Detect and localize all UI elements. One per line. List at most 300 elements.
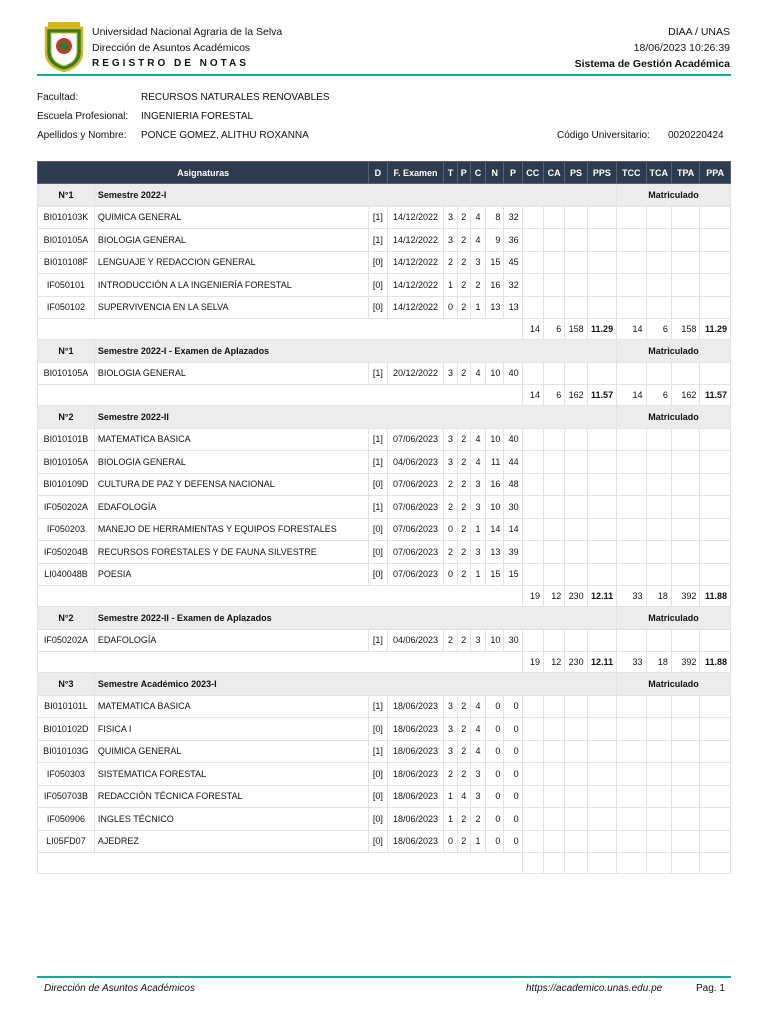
- course-code: BI010103K: [38, 206, 95, 229]
- empty-cell: [587, 496, 616, 519]
- column-header: Asignaturas: [38, 162, 369, 184]
- semester-header-row: [38, 406, 731, 429]
- summary-value: 12: [543, 652, 564, 673]
- course-code: IF050204B: [38, 541, 95, 564]
- empty-cell: [543, 296, 564, 319]
- course-grade-value: 2: [457, 629, 470, 652]
- course-grade-value: 2: [457, 206, 470, 229]
- empty-cell: [522, 740, 543, 763]
- summary-value: 14: [617, 385, 646, 406]
- course-code: BI010102D: [38, 718, 95, 741]
- course-grade-value: 3: [470, 763, 485, 786]
- course-grade-value: 0: [504, 718, 522, 741]
- summary-value: 11.57: [700, 385, 731, 406]
- empty-cell: [543, 695, 564, 718]
- course-d: [0]: [369, 563, 387, 586]
- empty-cell: [522, 695, 543, 718]
- exam-date: 14/12/2022: [387, 274, 444, 297]
- empty-cell: [587, 229, 616, 252]
- course-name: INTRODUCCIÓN A LA INGENIERÍA FORESTAL: [94, 274, 368, 297]
- empty-cell: [565, 853, 587, 874]
- column-header: P: [504, 162, 522, 184]
- course-grade-value: 2: [457, 830, 470, 853]
- course-grade-value: 48: [504, 473, 522, 496]
- empty-cell: [646, 496, 671, 519]
- course-name: INGLES TÉCNICO: [94, 808, 368, 831]
- empty-cell: [543, 496, 564, 519]
- exam-date: 07/06/2023: [387, 541, 444, 564]
- empty-cell: [543, 541, 564, 564]
- course-name: MANEJO DE HERRAMIENTAS Y EQUIPOS FORESTALES: [94, 518, 368, 541]
- course-grade-value: 0: [486, 763, 504, 786]
- empty-cell: [646, 629, 671, 652]
- course-grade-value: 2: [444, 251, 457, 274]
- course-grade-value: 2: [444, 763, 457, 786]
- empty-cell: [543, 563, 564, 586]
- course-name: SISTEMATICA FORESTAL: [94, 763, 368, 786]
- empty-cell: [671, 830, 699, 853]
- empty-cell: [522, 830, 543, 853]
- course-grade-value: 2: [444, 473, 457, 496]
- course-grade-value: 1: [444, 274, 457, 297]
- summary-row: [38, 586, 731, 607]
- empty-cell: [565, 518, 587, 541]
- empty-cell: [587, 451, 616, 474]
- course-grade-value: 0: [486, 785, 504, 808]
- empty-cell: [671, 541, 699, 564]
- course-grade-value: 4: [470, 740, 485, 763]
- empty-cell: [543, 251, 564, 274]
- empty-cell: [700, 428, 731, 451]
- empty-cell: [587, 274, 616, 297]
- course-name: QUIMICA GENERAL: [94, 206, 368, 229]
- course-d: [0]: [369, 808, 387, 831]
- enrollment-status: Matriculado: [617, 607, 731, 630]
- empty-cell: [522, 206, 543, 229]
- course-grade-value: 9: [486, 229, 504, 252]
- empty-cell: [587, 785, 616, 808]
- course-d: [0]: [369, 251, 387, 274]
- column-header: TCC: [617, 162, 646, 184]
- empty-cell: [587, 629, 616, 652]
- course-d: [0]: [369, 274, 387, 297]
- empty-cell: [617, 473, 646, 496]
- empty-cell: [587, 695, 616, 718]
- empty-cell: [522, 496, 543, 519]
- semester-title: Semestre 2022-I - Examen de Aplazados: [94, 340, 616, 363]
- course-name: REDACCIÓN TÉCNICA FORESTAL: [94, 785, 368, 808]
- empty-cell: [543, 451, 564, 474]
- course-d: [1]: [369, 496, 387, 519]
- exam-date: 14/12/2022: [387, 296, 444, 319]
- course-name: AJEDREZ: [94, 830, 368, 853]
- empty-cell: [565, 362, 587, 385]
- course-row: [38, 830, 731, 853]
- course-d: [0]: [369, 473, 387, 496]
- empty-cell: [671, 518, 699, 541]
- course-grade-value: 4: [470, 428, 485, 451]
- empty-cell: [646, 229, 671, 252]
- course-grade-value: 0: [486, 830, 504, 853]
- empty-cell: [700, 473, 731, 496]
- course-code: BI010109D: [38, 473, 95, 496]
- column-header: N: [486, 162, 504, 184]
- course-name: BIOLOGIA GENERAL: [94, 229, 368, 252]
- summary-value: 12.11: [587, 586, 616, 607]
- course-grade-value: 0: [504, 763, 522, 786]
- empty-cell: [565, 740, 587, 763]
- empty-cell: [38, 586, 523, 607]
- empty-cell: [565, 451, 587, 474]
- course-grade-value: 2: [444, 541, 457, 564]
- empty-cell: [38, 652, 523, 673]
- course-name: SUPERVIVENCIA EN LA SELVA: [94, 296, 368, 319]
- column-header: T: [444, 162, 457, 184]
- exam-date: 18/06/2023: [387, 830, 444, 853]
- course-d: [1]: [369, 629, 387, 652]
- empty-cell: [700, 718, 731, 741]
- empty-cell: [587, 518, 616, 541]
- empty-cell: [646, 740, 671, 763]
- summary-value: 11.88: [700, 586, 731, 607]
- empty-cell: [565, 763, 587, 786]
- course-grade-value: 0: [486, 740, 504, 763]
- office-code: DIAA / UNAS: [668, 26, 730, 38]
- enrollment-status: Matriculado: [617, 673, 731, 696]
- school-label: Escuela Profesional:: [37, 111, 129, 122]
- column-header: TPA: [671, 162, 699, 184]
- empty-cell: [671, 563, 699, 586]
- empty-cell: [617, 362, 646, 385]
- course-grade-value: 1: [444, 785, 457, 808]
- course-grade-value: 0: [504, 695, 522, 718]
- empty-cell: [671, 763, 699, 786]
- empty-cell: [543, 740, 564, 763]
- course-d: [0]: [369, 830, 387, 853]
- empty-cell: [587, 830, 616, 853]
- empty-cell: [543, 785, 564, 808]
- course-grade-value: 0: [486, 695, 504, 718]
- course-d: [1]: [369, 428, 387, 451]
- course-d: [0]: [369, 296, 387, 319]
- empty-cell: [565, 830, 587, 853]
- course-row: [38, 563, 731, 586]
- course-row: [38, 274, 731, 297]
- course-grade-value: 0: [504, 740, 522, 763]
- course-d: [1]: [369, 206, 387, 229]
- university-name: Universidad Nacional Agraria de la Selva: [92, 26, 283, 38]
- course-code: IF050202A: [38, 496, 95, 519]
- empty-cell: [646, 830, 671, 853]
- course-grade-value: 30: [504, 629, 522, 652]
- course-grade-value: 4: [470, 229, 485, 252]
- exam-date: 18/06/2023: [387, 740, 444, 763]
- empty-cell: [646, 853, 671, 874]
- summary-value: 14: [617, 319, 646, 340]
- summary-value: 6: [543, 385, 564, 406]
- empty-cell: [522, 785, 543, 808]
- empty-cell: [543, 518, 564, 541]
- course-name: QUIMICA GENERAL: [94, 740, 368, 763]
- empty-cell: [522, 274, 543, 297]
- course-name: MATEMATICA BASICA: [94, 428, 368, 451]
- course-grade-value: 3: [444, 451, 457, 474]
- course-grade-value: 10: [486, 496, 504, 519]
- empty-cell: [522, 518, 543, 541]
- semester-number: N°1: [38, 340, 95, 363]
- summary-value: 18: [646, 652, 671, 673]
- course-code: BI010105A: [38, 229, 95, 252]
- course-d: [1]: [369, 362, 387, 385]
- course-row: [38, 451, 731, 474]
- empty-cell: [587, 251, 616, 274]
- summary-value: 33: [617, 586, 646, 607]
- summary-value: 162: [565, 385, 587, 406]
- empty-cell: [617, 563, 646, 586]
- summary-value: 392: [671, 586, 699, 607]
- course-grade-value: 2: [457, 428, 470, 451]
- empty-cell: [700, 785, 731, 808]
- column-header: PPS: [587, 162, 616, 184]
- empty-cell: [617, 763, 646, 786]
- summary-value: 11.29: [587, 319, 616, 340]
- empty-cell: [617, 785, 646, 808]
- exam-date: 18/06/2023: [387, 718, 444, 741]
- course-grade-value: 14: [486, 518, 504, 541]
- empty-cell: [646, 473, 671, 496]
- empty-cell: [617, 451, 646, 474]
- summary-value: 6: [646, 319, 671, 340]
- empty-cell: [617, 428, 646, 451]
- enrollment-status: Matriculado: [617, 184, 731, 207]
- empty-cell: [646, 362, 671, 385]
- course-grade-value: 2: [457, 451, 470, 474]
- summary-value: 19: [522, 652, 543, 673]
- empty-cell: [565, 629, 587, 652]
- footer-page-number: Pag. 1: [696, 983, 725, 994]
- course-code: IF050102: [38, 296, 95, 319]
- summary-value: 6: [543, 319, 564, 340]
- course-grade-value: 3: [470, 785, 485, 808]
- empty-cell: [671, 718, 699, 741]
- empty-cell: [543, 763, 564, 786]
- empty-cell: [700, 274, 731, 297]
- course-code: BI010105A: [38, 451, 95, 474]
- footer-url[interactable]: https://academico.unas.edu.pe: [526, 983, 663, 994]
- footer-department: Dirección de Asuntos Académicos: [44, 983, 195, 994]
- course-grade-value: 3: [444, 362, 457, 385]
- semester-header-row: [38, 607, 731, 630]
- school-value: INGENIERIA FORESTAL: [141, 111, 254, 122]
- exam-date: 07/06/2023: [387, 563, 444, 586]
- column-header: PPA: [700, 162, 731, 184]
- empty-cell: [646, 251, 671, 274]
- course-row: [38, 473, 731, 496]
- empty-cell: [671, 428, 699, 451]
- semester-number: N°2: [38, 406, 95, 429]
- summary-value: 33: [617, 652, 646, 673]
- course-code: LI05FD07: [38, 830, 95, 853]
- summary-row: [38, 385, 731, 406]
- empty-cell: [617, 629, 646, 652]
- course-grade-value: 2: [457, 808, 470, 831]
- course-grade-value: 0: [504, 830, 522, 853]
- report-title: REGISTRO DE NOTAS: [92, 58, 249, 69]
- faculty-label: Facultad:: [37, 92, 79, 103]
- empty-cell: [565, 428, 587, 451]
- column-header: P: [457, 162, 470, 184]
- summary-value: 392: [671, 652, 699, 673]
- empty-cell: [522, 853, 543, 874]
- course-grade-value: 2: [457, 251, 470, 274]
- empty-cell: [617, 496, 646, 519]
- empty-cell: [565, 274, 587, 297]
- course-grade-value: 2: [444, 496, 457, 519]
- course-name: MATEMATICA BASICA: [94, 695, 368, 718]
- student-name-value: PONCE GOMEZ, ALITHU ROXANNA: [141, 130, 309, 141]
- course-code: IF050202A: [38, 629, 95, 652]
- enrollment-status: Matriculado: [617, 340, 731, 363]
- summary-value: 12: [543, 586, 564, 607]
- course-code: BI010101L: [38, 695, 95, 718]
- course-grade-value: 0: [504, 785, 522, 808]
- summary-value: 11.57: [587, 385, 616, 406]
- empty-cell: [543, 229, 564, 252]
- empty-cell: [543, 853, 564, 874]
- course-d: [1]: [369, 740, 387, 763]
- summary-value: 11.29: [700, 319, 731, 340]
- empty-cell: [700, 206, 731, 229]
- course-grade-value: 4: [470, 206, 485, 229]
- course-grade-value: 0: [444, 296, 457, 319]
- empty-cell: [587, 853, 616, 874]
- empty-cell: [646, 785, 671, 808]
- course-row: [38, 785, 731, 808]
- empty-cell: [617, 830, 646, 853]
- empty-cell: [522, 473, 543, 496]
- course-code: IF050203: [38, 518, 95, 541]
- empty-cell: [522, 296, 543, 319]
- course-row: [38, 496, 731, 519]
- column-header: C: [470, 162, 485, 184]
- empty-cell: [565, 496, 587, 519]
- empty-cell: [617, 296, 646, 319]
- course-grade-value: 2: [457, 518, 470, 541]
- empty-cell: [671, 296, 699, 319]
- empty-cell: [671, 229, 699, 252]
- summary-value: 230: [565, 652, 587, 673]
- course-grade-value: 10: [486, 629, 504, 652]
- course-grade-value: 3: [470, 541, 485, 564]
- course-grade-value: 2: [457, 695, 470, 718]
- empty-cell: [38, 853, 523, 874]
- course-grade-value: 4: [457, 785, 470, 808]
- empty-cell: [565, 718, 587, 741]
- course-grade-value: 2: [457, 763, 470, 786]
- course-grade-value: 15: [504, 563, 522, 586]
- course-name: BIOLOGIA GENERAL: [94, 451, 368, 474]
- empty-cell: [671, 785, 699, 808]
- course-row: [38, 808, 731, 831]
- course-grade-value: 16: [486, 274, 504, 297]
- empty-cell: [522, 362, 543, 385]
- report-header: [0, 0, 768, 80]
- empty-cell: [671, 695, 699, 718]
- column-header: D: [369, 162, 387, 184]
- course-d: [0]: [369, 541, 387, 564]
- empty-cell: [700, 629, 731, 652]
- course-grade-value: 2: [457, 362, 470, 385]
- empty-cell: [38, 319, 523, 340]
- column-header: F. Examen: [387, 162, 444, 184]
- column-header: PS: [565, 162, 587, 184]
- course-grade-value: 2: [457, 718, 470, 741]
- empty-cell: [565, 473, 587, 496]
- summary-value: 6: [646, 385, 671, 406]
- course-grade-value: 3: [470, 473, 485, 496]
- exam-date: 18/06/2023: [387, 763, 444, 786]
- course-d: [0]: [369, 785, 387, 808]
- course-name: BIOLOGIA GENERAL: [94, 362, 368, 385]
- faculty-value: RECURSOS NATURALES RENOVABLES: [141, 92, 330, 103]
- course-grade-value: 4: [470, 451, 485, 474]
- course-name: EDAFOLOGÍA: [94, 629, 368, 652]
- system-name: Sistema de Gestión Académica: [574, 58, 730, 70]
- empty-cell: [587, 296, 616, 319]
- course-grade-value: 2: [457, 274, 470, 297]
- course-code: IF050906: [38, 808, 95, 831]
- university-shield-logo: [44, 22, 84, 72]
- empty-cell: [671, 496, 699, 519]
- course-grade-value: 39: [504, 541, 522, 564]
- empty-cell: [617, 251, 646, 274]
- course-row: [38, 428, 731, 451]
- course-grade-value: 2: [457, 740, 470, 763]
- empty-cell: [522, 718, 543, 741]
- exam-date: 07/06/2023: [387, 428, 444, 451]
- empty-cell: [700, 763, 731, 786]
- exam-date: 04/06/2023: [387, 451, 444, 474]
- course-grade-value: 14: [504, 518, 522, 541]
- empty-cell: [646, 541, 671, 564]
- course-name: EDAFOLOGÍA: [94, 496, 368, 519]
- column-header: CC: [522, 162, 543, 184]
- course-code: IF050703B: [38, 785, 95, 808]
- course-d: [1]: [369, 451, 387, 474]
- exam-date: 18/06/2023: [387, 695, 444, 718]
- empty-cell: [565, 296, 587, 319]
- department-name: Dirección de Asuntos Académicos: [92, 42, 251, 54]
- course-row: [38, 629, 731, 652]
- summary-value: 19: [522, 586, 543, 607]
- course-d: [0]: [369, 763, 387, 786]
- exam-date: 20/12/2022: [387, 362, 444, 385]
- empty-cell: [700, 541, 731, 564]
- course-grade-value: 30: [504, 496, 522, 519]
- course-d: [0]: [369, 718, 387, 741]
- summary-row: [38, 652, 731, 673]
- course-grade-value: 1: [470, 563, 485, 586]
- empty-cell: [522, 428, 543, 451]
- empty-cell: [671, 274, 699, 297]
- exam-date: 14/12/2022: [387, 229, 444, 252]
- empty-cell: [617, 740, 646, 763]
- empty-cell: [617, 274, 646, 297]
- empty-cell: [700, 853, 731, 874]
- empty-cell: [671, 473, 699, 496]
- exam-date: 18/06/2023: [387, 808, 444, 831]
- empty-cell: [617, 853, 646, 874]
